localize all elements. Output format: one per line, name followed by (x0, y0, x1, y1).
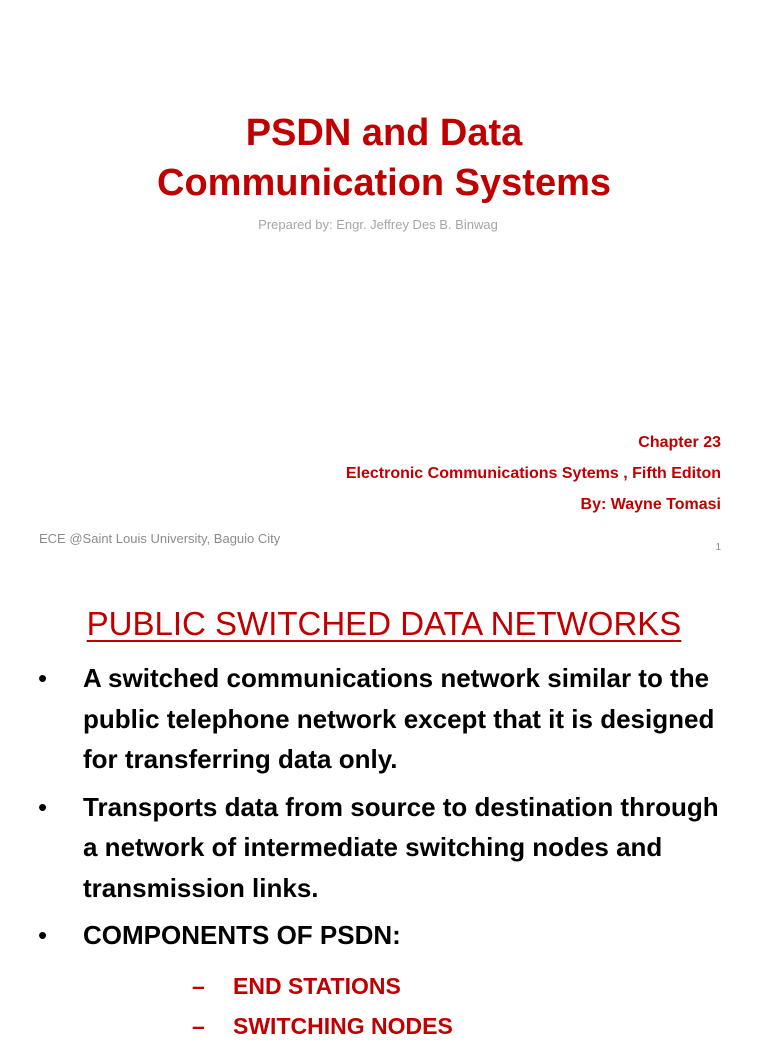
bullet-marker: • (38, 663, 48, 693)
bullet-item (38, 915, 738, 956)
author-subtitle: Prepared by: Engr. Jeffrey Des B. Binwag (258, 217, 498, 232)
bullet-text: COMPONENTS OF PSDN: (83, 920, 401, 950)
book-title: Electronic Communications Sytems , Fifth Editon (345, 465, 721, 482)
bullet-item (38, 658, 738, 780)
dash-marker: – (192, 1013, 205, 1039)
component-text: END STATIONS (233, 973, 401, 999)
slide-title (0, 108, 768, 208)
component-item (38, 1006, 738, 1046)
slide-number: 1 (715, 542, 721, 553)
component-item (38, 966, 738, 1006)
bullet-text: Transports data from source to destination through a network of intermediate switching nodes and transmission links. (83, 791, 719, 903)
dash-marker: – (192, 973, 205, 999)
bullet-item (38, 787, 738, 909)
book-reference (346, 427, 721, 520)
bullet-list (38, 658, 738, 960)
components-list (38, 966, 738, 1046)
chapter-label: Chapter 23 (638, 434, 721, 451)
bullet-marker: • (38, 920, 48, 950)
bullet-marker: • (38, 791, 48, 822)
content-slide (0, 576, 768, 1039)
book-author: By: Wayne Tomasi (580, 496, 721, 513)
title-line-1: PSDN and Data (245, 112, 523, 154)
slide-heading: PUBLIC SWITCHED DATA NETWORKS (86, 605, 682, 642)
slide-footer: ECE @Saint Louis University, Baguio City (39, 531, 281, 546)
bullet-text: A switched communications network similar to the public telephone network except that it is designed for transferring data only. (83, 663, 715, 774)
component-text: SWITCHING NODES (233, 1013, 453, 1039)
title-line-2: Communication Systems (157, 162, 611, 204)
